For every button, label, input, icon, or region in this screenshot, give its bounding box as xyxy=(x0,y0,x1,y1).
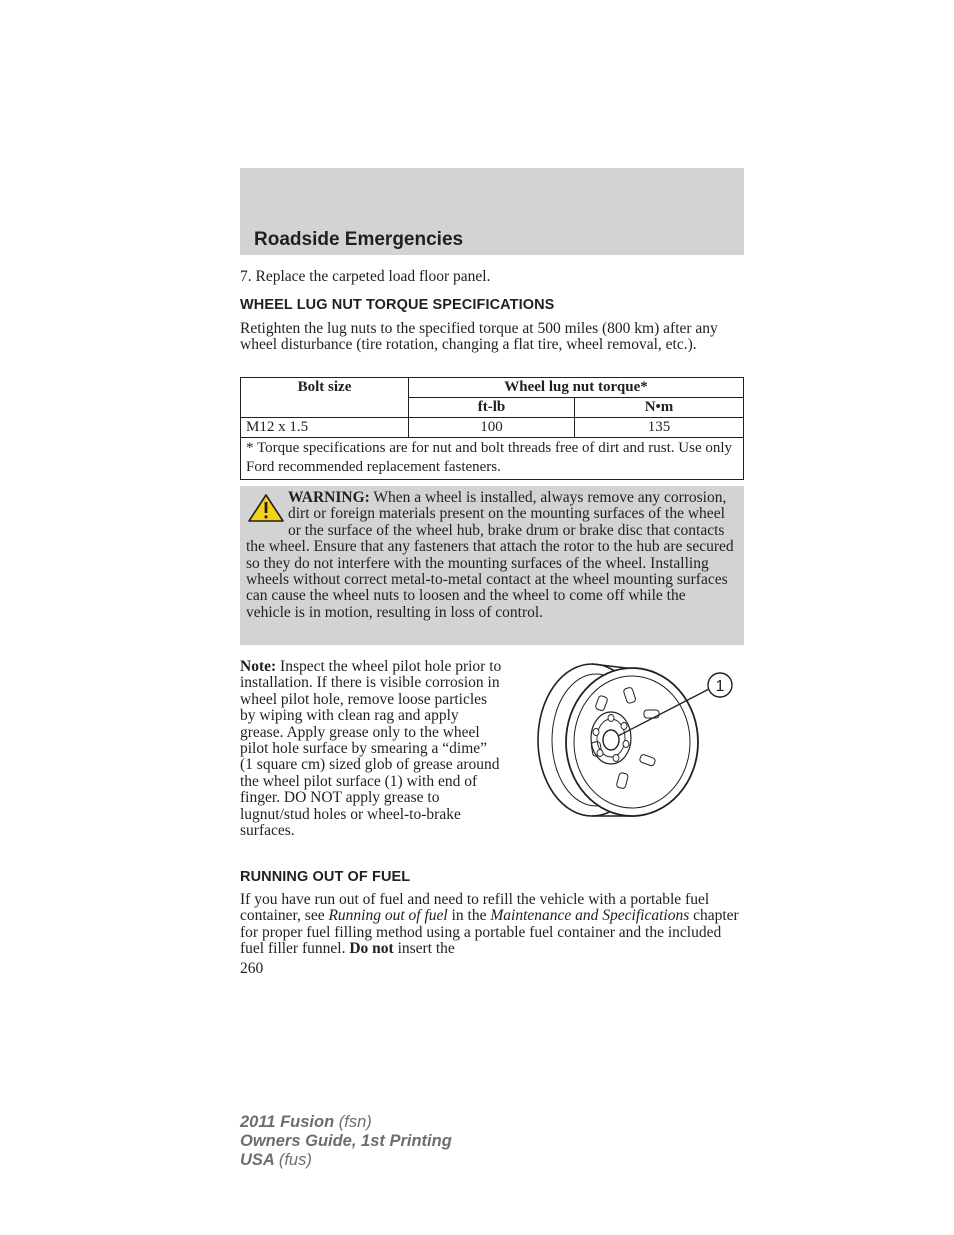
col-ftlb: ft-lb xyxy=(409,398,575,418)
footer-line-2: Owners Guide, 1st Printing xyxy=(240,1132,452,1150)
warning-body: When a wheel is installed, always remove any corrosion, dirt or foreign materials present on the mounting surfaces of the wheel or the surface of the wheel hub, brake drum or brake disc that contacts the wheel. Ensure that any fasteners that attach the rotor to the hub are secured so they do not interfere with the mounting surfaces of the wheel. Installing wheels without correct metal-to-metal contact at the wheel mounting surfaces can cause the wheel nuts to loosen and the wheel to come off while the vehicle is in motion, resulting in loss of control. xyxy=(246,489,734,621)
cell-nm: 135 xyxy=(575,418,744,438)
warning-label: WARNING: xyxy=(288,489,370,506)
page-number: 260 xyxy=(240,960,264,977)
section-header-band xyxy=(240,168,744,255)
fuel-paragraph xyxy=(240,892,744,958)
note-paragraph xyxy=(240,659,502,839)
table-row xyxy=(241,418,744,438)
callout-number: 1 xyxy=(715,678,725,695)
footer-market: USA xyxy=(240,1151,275,1169)
note-label: Note: xyxy=(240,658,277,675)
wheel-illustration xyxy=(532,658,744,820)
fuel-ref-2: Maintenance and Specifications xyxy=(490,907,690,925)
fuel-heading: RUNNING OUT OF FUEL xyxy=(240,869,411,885)
fuel-ref-1: Running out of fuel xyxy=(328,907,448,925)
footer-line-3 xyxy=(240,1151,452,1170)
col-torque: Wheel lug nut torque* xyxy=(409,378,744,398)
fuel-text-4: insert the xyxy=(397,940,455,958)
footer-model: 2011 Fusion xyxy=(240,1113,335,1131)
note-body: Inspect the wheel pilot hole prior to installation. If there is visible corrosion in wheel pilot hole, remove loose particles by wiping with clean rag and apply grease. Apply grease only to the wheel pilot hole surface by smearing a “dime” (1 square cm) sized glob of grease around the wheel pilot surface (1) with end of finger. DO NOT apply grease to lugnut/stud holes or wheel-to-brake surfaces. xyxy=(240,658,502,840)
table-footnote: * Torque specifications are for nut and bolt threads free of dirt and rust. Use only Ford recommended replacement fasteners. xyxy=(241,438,744,480)
step-7: 7. Replace the carpeted load floor panel. xyxy=(240,268,491,285)
section-title: Roadside Emergencies xyxy=(254,229,464,250)
footer xyxy=(240,1113,452,1170)
torque-table xyxy=(240,377,744,480)
warning-box xyxy=(240,486,744,645)
fuel-text-3: chapter for proper fuel filling method using a portable fuel container and the included fuel filler funnel. xyxy=(240,907,739,958)
fuel-text-1: If you have run out of fuel and need to refill the vehicle with a portable fuel container, see xyxy=(240,891,710,925)
footer-market-code: (fus) xyxy=(278,1151,312,1169)
footer-line-1 xyxy=(240,1113,452,1132)
col-nm: N•m xyxy=(575,398,744,418)
fuel-bold: Do not xyxy=(349,940,394,958)
torque-intro: Retighten the lug nuts to the specified torque at 500 miles (800 km) after any wheel disturbance (tire rotation, changing a flat tire, wheel removal, etc.). xyxy=(240,320,718,354)
warning-triangle-icon xyxy=(246,493,286,523)
fuel-text-2: in the xyxy=(451,907,487,925)
col-bolt-size: Bolt size xyxy=(241,378,409,418)
footer-model-code: (fsn) xyxy=(338,1113,372,1131)
cell-ftlb: 100 xyxy=(409,418,575,438)
cell-bolt: M12 x 1.5 xyxy=(241,418,409,438)
torque-heading: WHEEL LUG NUT TORQUE SPECIFICATIONS xyxy=(240,297,555,313)
warning-text-block xyxy=(246,490,734,621)
